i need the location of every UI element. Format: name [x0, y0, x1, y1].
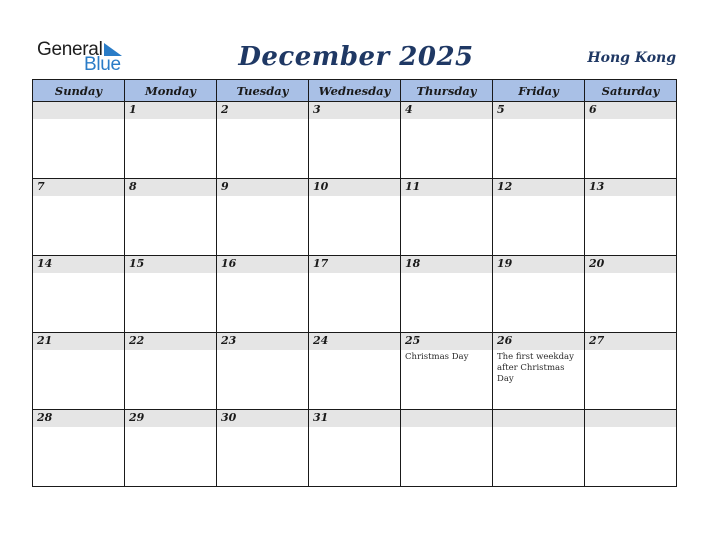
day-number-bar — [33, 102, 124, 119]
day-cell — [401, 179, 493, 256]
day-number: 20 — [589, 257, 605, 270]
weekday-header: Saturday — [585, 80, 677, 102]
day-number-bar — [493, 256, 584, 273]
day-number: 14 — [37, 257, 53, 270]
day-number: 8 — [129, 180, 137, 193]
day-number: 16 — [221, 257, 237, 270]
day-number: 5 — [497, 103, 505, 116]
logo-text-blue: Blue — [84, 54, 121, 75]
week-row — [33, 256, 677, 333]
day-cell — [125, 256, 217, 333]
day-number-bar — [585, 410, 676, 427]
day-cell — [585, 410, 677, 487]
weekday-header: Thursday — [401, 80, 493, 102]
day-number: 28 — [37, 411, 53, 424]
day-cell — [33, 179, 125, 256]
day-cell — [217, 179, 309, 256]
day-number-bar — [33, 333, 124, 350]
day-number: 9 — [221, 180, 229, 193]
day-number-bar — [125, 410, 216, 427]
day-number: 1 — [129, 103, 137, 116]
day-cell — [401, 102, 493, 179]
day-cell — [309, 410, 401, 487]
day-number-bar — [217, 410, 308, 427]
day-number: 24 — [313, 334, 329, 347]
day-number-bar — [585, 256, 676, 273]
day-number-bar — [309, 102, 400, 119]
weekday-header: Wednesday — [309, 80, 401, 102]
day-number: 18 — [405, 257, 421, 270]
day-cell — [217, 333, 309, 410]
day-number: 29 — [129, 411, 145, 424]
day-cell — [493, 333, 585, 410]
day-number: 23 — [221, 334, 237, 347]
calendar-grid — [32, 79, 677, 487]
day-cell — [309, 333, 401, 410]
day-number-bar — [217, 256, 308, 273]
calendar-title: December 2025 — [238, 42, 474, 72]
day-number-bar — [309, 179, 400, 196]
day-cell — [217, 102, 309, 179]
day-cell — [401, 256, 493, 333]
day-number: 13 — [589, 180, 605, 193]
day-number-bar — [125, 102, 216, 119]
holiday-event: Christmas Day — [405, 352, 469, 362]
weekday-header: Friday — [493, 80, 585, 102]
weekday-header-row — [33, 80, 677, 102]
day-cell — [33, 333, 125, 410]
day-number: 27 — [589, 334, 605, 347]
day-cell — [217, 256, 309, 333]
day-number-bar — [125, 256, 216, 273]
day-number: 4 — [405, 103, 413, 116]
day-cell — [493, 179, 585, 256]
day-cell — [401, 410, 493, 487]
day-cell — [217, 410, 309, 487]
day-number-bar — [309, 256, 400, 273]
day-number: 17 — [313, 257, 329, 270]
day-number-bar — [585, 333, 676, 350]
day-cell — [493, 410, 585, 487]
day-cell — [309, 256, 401, 333]
week-row — [33, 179, 677, 256]
logo-text-general: General — [37, 39, 103, 60]
day-cell — [125, 102, 217, 179]
day-cell — [33, 256, 125, 333]
day-number: 2 — [221, 103, 229, 116]
day-cell — [33, 410, 125, 487]
day-number-bar — [493, 333, 584, 350]
day-number: 10 — [313, 180, 329, 193]
day-number-bar — [33, 410, 124, 427]
day-number-bar — [33, 179, 124, 196]
day-cell — [585, 102, 677, 179]
day-number: 6 — [589, 103, 597, 116]
day-number-bar — [33, 256, 124, 273]
week-row — [33, 333, 677, 410]
day-cell — [585, 256, 677, 333]
day-number: 7 — [37, 180, 45, 193]
day-cell — [125, 410, 217, 487]
region-label: Hong Kong — [587, 50, 676, 66]
day-number: 22 — [129, 334, 145, 347]
day-number-bar — [493, 102, 584, 119]
day-number: 25 — [405, 334, 421, 347]
day-number: 11 — [405, 180, 421, 193]
day-cell — [309, 102, 401, 179]
weekday-header: Monday — [125, 80, 217, 102]
day-number-bar — [309, 333, 400, 350]
day-number: 21 — [37, 334, 53, 347]
day-number-bar — [401, 256, 492, 273]
day-cell — [493, 102, 585, 179]
day-cell — [125, 333, 217, 410]
day-number-bar — [401, 333, 492, 350]
day-cell — [33, 102, 125, 179]
day-number-bar — [585, 102, 676, 119]
day-cell — [493, 256, 585, 333]
day-number-bar — [401, 410, 492, 427]
holiday-event: The first weekday after Christmas Day — [497, 352, 574, 384]
day-number: 12 — [497, 180, 513, 193]
day-number-bar — [217, 102, 308, 119]
day-number: 3 — [313, 103, 321, 116]
day-cell — [401, 333, 493, 410]
day-number-bar — [309, 410, 400, 427]
week-row — [33, 410, 677, 487]
day-number-bar — [585, 179, 676, 196]
weekday-header: Tuesday — [217, 80, 309, 102]
day-cell — [309, 179, 401, 256]
day-number-bar — [217, 179, 308, 196]
day-number-bar — [125, 333, 216, 350]
day-number-bar — [493, 179, 584, 196]
day-number-bar — [125, 179, 216, 196]
week-row — [33, 102, 677, 179]
day-number-bar — [401, 102, 492, 119]
day-number: 26 — [497, 334, 513, 347]
day-number: 30 — [221, 411, 237, 424]
day-number: 19 — [497, 257, 513, 270]
weekday-header: Sunday — [33, 80, 125, 102]
day-number-bar — [217, 333, 308, 350]
day-cell — [585, 333, 677, 410]
day-cell — [125, 179, 217, 256]
day-number-bar — [401, 179, 492, 196]
day-cell — [585, 179, 677, 256]
day-number: 31 — [313, 411, 329, 424]
day-number-bar — [493, 410, 584, 427]
day-number: 15 — [129, 257, 145, 270]
